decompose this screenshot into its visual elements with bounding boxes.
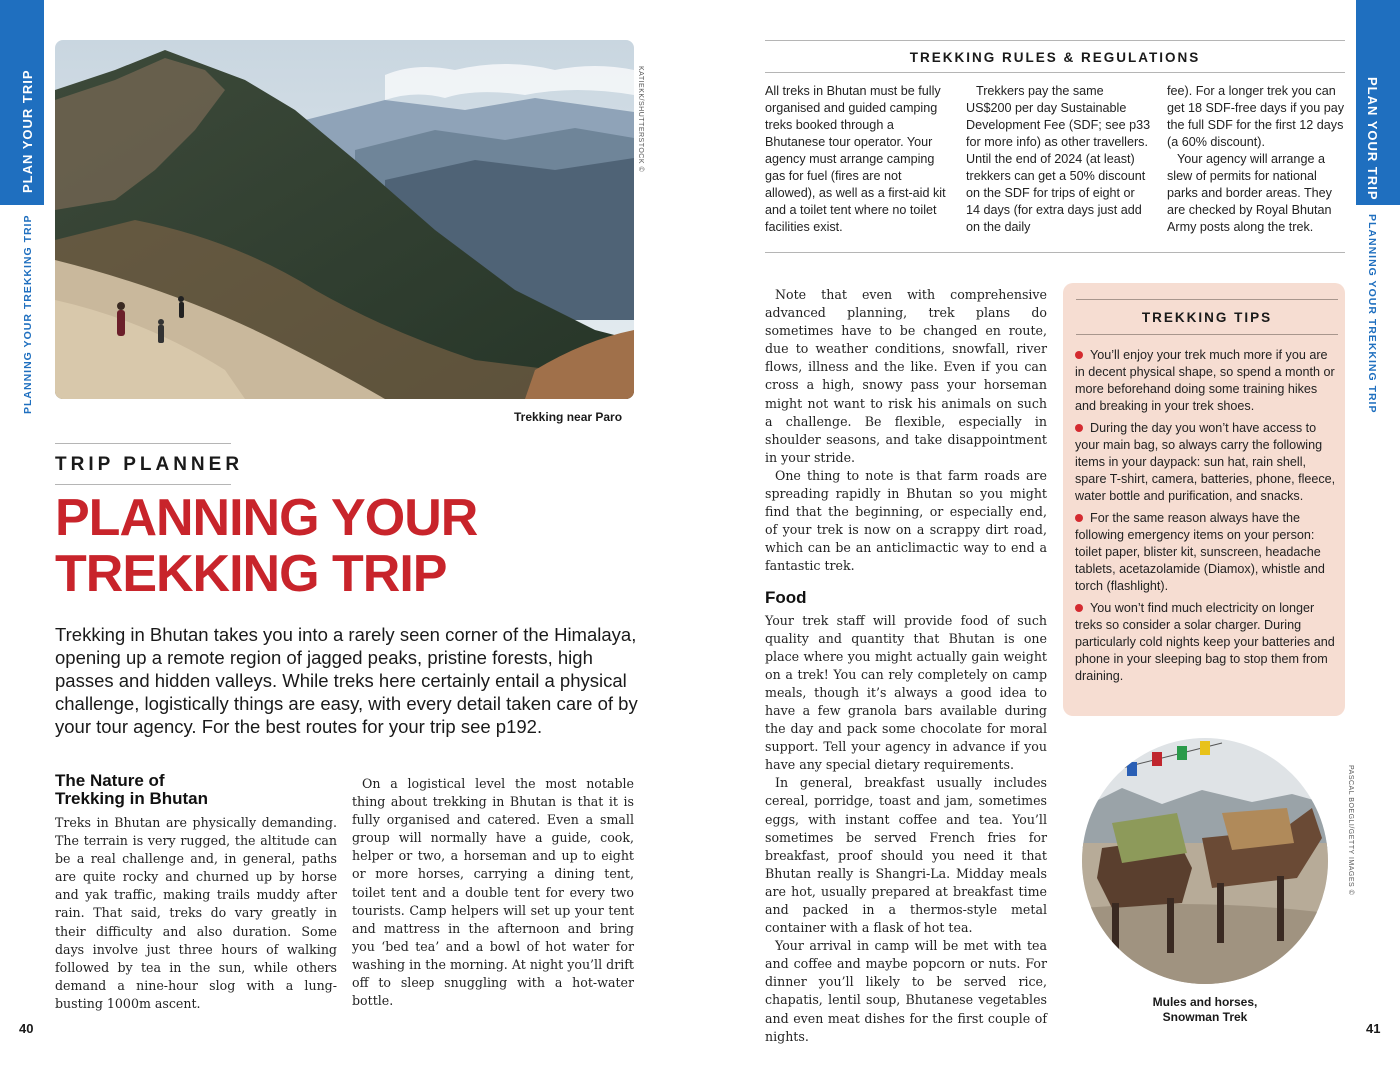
- tip-item: [1075, 347, 1337, 415]
- rules-rule-bottom: [765, 252, 1345, 253]
- rules-column-2: [966, 83, 1151, 236]
- kicker: TRIP PLANNER: [55, 454, 244, 475]
- right-tab-label: PLAN YOUR TRIP: [1365, 77, 1380, 201]
- intro-paragraph: Trekking in Bhutan takes you into a rarely seen corner of the Himalaya, opening up a remote region of jagged peaks, pristine forests, high passes and hidden valleys. While treks here certainly entail a physical challenge, logistically things are easy, with every detail taken care of by your tour agency. For the best routes for your trip see p192.: [55, 624, 638, 737]
- bullet-icon: [1075, 604, 1083, 612]
- kicker-rule-bottom: [55, 484, 231, 485]
- bullet-icon: [1075, 351, 1083, 359]
- tip-text: You’ll enjoy your trek much more if you are in decent physical shape, so spend a month or more beforehand doing some training hikes and breaking in your trek shoes.: [1075, 348, 1335, 413]
- nature-column-2: [352, 775, 634, 1010]
- main-text-column: [765, 286, 1047, 1046]
- page-number-left: 40: [19, 1021, 34, 1036]
- tip-text: For the same reason always have the following emergency items on your person: toilet paper, blister kit, sunscreen, headache tablets, acetazolamide (Diamox), whistle and torch (flashlight).: [1075, 511, 1325, 593]
- right-section-label: PLANNING YOUR TREKKING TRIP: [1366, 214, 1378, 414]
- nature-paragraph-1: Treks in Bhutan are physically demanding. The terrain is very rugged, the altitude can be a real challenge and, in general, paths are quite rocky and churned up by horse and yak traffic, making trails muddy after rain. That said, treks do vary greatly in their difficulty and also duration. Some days involve just three hours of walking followed by tea in the sun, while others demand a nine-hour slog with a lung-busting 1000m ascent.: [55, 815, 337, 1011]
- title-line-1: PLANNING YOUR: [55, 489, 478, 547]
- rules-text-3b: Your agency will arrange a slew of permits for national parks and border areas. They are checked by Royal Bhutan Army posts along the trek.: [1167, 152, 1332, 234]
- bullet-icon: [1075, 514, 1083, 522]
- tip-item: [1075, 510, 1337, 595]
- main-paragraph-4: In general, breakfast usually includes cereal, porridge, toast and jam, sometimes eggs, with instant coffee and tea. You’ll sometimes be served French fries for breakfast, proof should you need it that Bhutan really is Shangri-La. Midday meals are hot, usually prepared at breakfast time and packed in a thermos-style metal container with a flask of hot tea.: [765, 775, 1047, 936]
- mules-photo-credit: PASCAL BOEGLI/GETTY IMAGES ©: [1347, 765, 1354, 896]
- title-line-2: TREKKING TRIP: [55, 545, 447, 603]
- rules-title: TREKKING RULES & REGULATIONS: [909, 50, 1201, 65]
- food-heading: Food: [765, 587, 807, 607]
- caption-line-1: Mules and horses,: [1152, 995, 1258, 1009]
- bullet-icon: [1075, 424, 1083, 432]
- main-paragraph-1: Note that even with comprehensive advanced planning, trek plans do sometimes have to be changed en route, due to weather conditions, snowfall, river flows, illness and the like. Even if you can cross a high, snowy pass your horseman might not want to risk his animals on such a challenge. Be flexible, especially in shoulder seasons, and take disappointment in your stride.: [765, 287, 1047, 465]
- nature-column-1: [55, 772, 337, 1013]
- trekking-photo: [55, 40, 634, 399]
- tip-item: [1075, 420, 1337, 505]
- left-section-label: PLANNING YOUR TREKKING TRIP: [22, 214, 34, 414]
- rules-text-2: Trekkers pay the same US$200 per day Sustainable Development Fee (SDF; see p33 for more info) as other travellers. Until the end of 2024 (at least) trekkers can get a 50% discount on the SDF for trips of eight or 14 days (for extra days just add on the daily: [966, 84, 1151, 234]
- rules-rule-mid: [765, 72, 1345, 73]
- main-paragraph-5: Your arrival in camp will be met with tea and coffee and maybe popcorn or nuts. For dinner you’ll likely to be served rice, chapatis, lentil soup, Bhutanese vegetables and even meat dishes for the first couple of nights.: [765, 938, 1047, 1044]
- nature-heading: [55, 772, 337, 808]
- tip-item: [1075, 600, 1337, 685]
- tips-title: TREKKING TIPS: [1141, 310, 1273, 325]
- nature-heading-line-1: The Nature of: [55, 771, 165, 790]
- kicker-rule-top: [55, 443, 231, 444]
- left-tab-label: PLAN YOUR TRIP: [20, 69, 35, 193]
- nature-heading-line-2: Trekking in Bhutan: [55, 789, 209, 808]
- rules-column-3: [1167, 83, 1345, 236]
- nature-paragraph-2: On a logistical level the most notable thing about trekking in Bhutan is that it is fully organised and catered. Even a small group will normally have a guide, cook, helper or two, a horseman and up to eight or more horses, carrying a dining tent, toilet tent and a double tent for every two tourists. Camp helpers will set up your tent and mattress in the afternoon and bring you ‘bed tea’ and a bowl of hot water for washing in the morning. At night you’ll drift off to sleep snuggling with a hot-water bottle.: [352, 776, 634, 1009]
- tips-list: [1075, 347, 1337, 690]
- page-number-right: 41: [1366, 1021, 1381, 1036]
- rules-text-3a: fee). For a longer trek you can get 18 SDF-free days if you pay the full SDF for the first 12 days (a 60% discount).: [1167, 84, 1345, 149]
- rules-rule-top: [765, 40, 1345, 41]
- photo-credit: KATIEKK/SHUTTERSTOCK ©: [637, 66, 644, 173]
- page-title: [55, 490, 477, 602]
- tips-rule-bottom: [1076, 334, 1338, 335]
- main-paragraph-2: One thing to note is that farm roads are spreading rapidly in Bhutan so you might find that the beginning, or especially end, of your trek is now on a scrappy dirt road, which can be an anticlimactic way to end a fantastic trek.: [765, 467, 1047, 574]
- tip-text: During the day you won’t have access to your main bag, so always carry the following items in your daypack: sun hat, rain shell, spare T-shirt, camera, batteries, phone, fleece, water bottle and purification, and snacks.: [1075, 421, 1336, 503]
- main-paragraph-3: Your trek staff will provide food of such quality and quantity that Bhutan is one place where you might actually gain weight on a trek! You can rely completely on camp meals, though it’s always a good idea to have a few granola bars available during the day and pack some chocolate for moral support. Tell your agency in advance if you have any special dietary requirements.: [765, 612, 1047, 773]
- tip-text: You won’t find much electricity on longer treks so consider a solar charger. During particularly cold nights keep your batteries and phone in your sleeping bag to stop them from draining.: [1075, 601, 1335, 683]
- rules-column-1: [765, 83, 950, 236]
- mules-photo: [1082, 738, 1328, 984]
- mules-photo-caption: [1120, 995, 1290, 1025]
- caption-line-2: Snowman Trek: [1162, 1010, 1248, 1024]
- rules-text-1: All treks in Bhutan must be fully organised and guided camping treks booked through a Bhutanese tour operator. Your agency must arrange camping gas for fuel (fires are not allowed), as well as a first-aid kit and a toilet tent where no toilet facilities exist.: [765, 84, 946, 234]
- tips-rule-top: [1076, 299, 1338, 300]
- photo-caption: Trekking near Paro: [514, 410, 623, 424]
- nature-body-1: [55, 814, 337, 1013]
